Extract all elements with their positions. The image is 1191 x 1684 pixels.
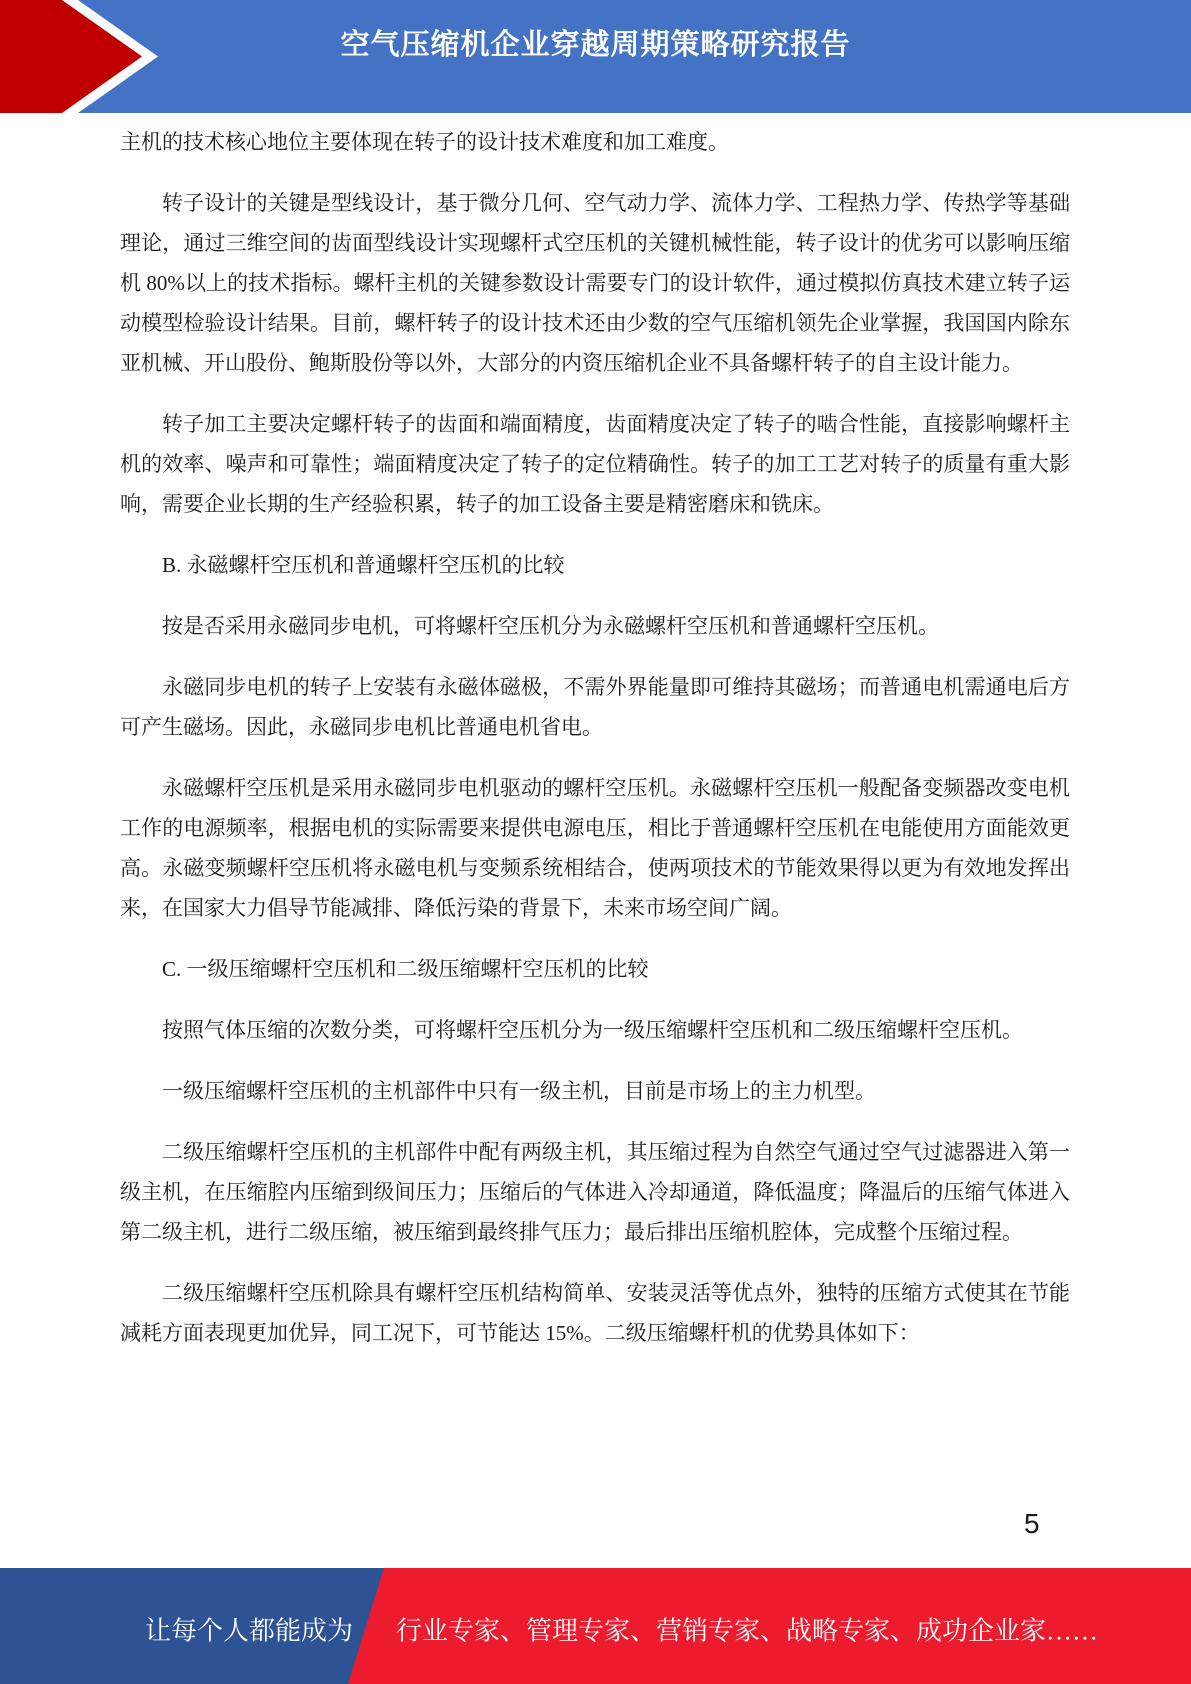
page-footer: [0, 1568, 1191, 1684]
footer-slogan-left: 让每个人都能成为: [145, 1616, 354, 1646]
page-header: [0, 0, 1191, 113]
paragraph: C. 一级压缩螺杆空压机和二级压缩螺杆空压机的比较: [162, 957, 649, 981]
paragraph: 转子加工主要决定螺杆转子的齿面和端面精度，齿面精度决定了转子的啮合性能，直接影响螺杆主机的效率、噪声和可靠性；端面精度决定了转子的定位精确性。转子的加工工艺对转子的质量有重大影响，需要企业长期的生产经验积累，转子的加工设备主要是精密磨床和铣床。: [120, 412, 1070, 516]
paragraph: 主机的技术核心地位主要体现在转子的设计技术难度和加工难度。: [120, 130, 729, 154]
paragraph: 二级压缩螺杆空压机除具有螺杆空压机结构简单、安装灵活等优点外，独特的压缩方式使其在节能减耗方面表现更加优异，同工况下，可节能达 15%。二级压缩螺杆机的优势具体如下：: [120, 1281, 1070, 1345]
footer-slogan-right: 行业专家、管理专家、营销专家、战略专家、成功企业家……: [396, 1616, 1099, 1646]
body-text: [120, 122, 1070, 1374]
paragraph: 永磁同步电机的转子上安装有永磁体磁极，不需外界能量即可维持其磁场；而普通电机需通电后方可产生磁场。因此，永磁同步电机比普通电机省电。: [120, 675, 1070, 739]
report-title: 空气压缩机企业穿越周期策略研究报告: [340, 29, 851, 61]
paragraph: B. 永磁螺杆空压机和普通螺杆空压机的比较: [162, 553, 565, 577]
paragraph: 按照气体压缩的次数分类，可将螺杆空压机分为一级压缩螺杆空压机和二级压缩螺杆空压机。: [162, 1018, 1023, 1042]
paragraph: 转子设计的关键是型线设计，基于微分几何、空气动力学、流体力学、工程热力学、传热学等基础理论，通过三维空间的齿面型线设计实现螺杆式空压机的关键机械性能，转子设计的优劣可以影响压缩机 80%以上的技术指标。螺杆主机的关键参数设计需要专门的设计软件，通过模拟仿真技术建立转子运动模型检验设计结果。目前，螺杆转子的设计技术还由少数的空气压缩机领先企业掌握，我国国内除东亚机械、开山股份、鲍斯股份等以外，大部分的内资压缩机企业不具备螺杆转子的自主设计能力。: [120, 191, 1070, 375]
paragraph: 二级压缩螺杆空压机的主机部件中配有两级主机，其压缩过程为自然空气通过空气过滤器进入第一级主机，在压缩腔内压缩到级间压力；压缩后的气体进入冷却通道，降低温度；降温后的压缩气体进入第二级主机，进行二级压缩，被压缩到最终排气压力；最后排出压缩机腔体，完成整个压缩过程。: [120, 1140, 1070, 1244]
paragraph: 一级压缩螺杆空压机的主机部件中只有一级主机，目前是市场上的主力机型。: [162, 1079, 876, 1103]
paragraph: 按是否采用永磁同步电机，可将螺杆空压机分为永磁螺杆空压机和普通螺杆空压机。: [162, 614, 939, 638]
paragraph: 永磁螺杆空压机是采用永磁同步电机驱动的螺杆空压机。永磁螺杆空压机一般配备变频器改变电机工作的电源频率，根据电机的实际需要来提供电源电压，相比于普通螺杆空压机在电能使用方面能效更高。永磁变频螺杆空压机将永磁电机与变频系统相结合，使两项技术的节能效果得以更为有效地发挥出来，在国家大力倡导节能减排、降低污染的背景下，未来市场空间广阔。: [120, 776, 1070, 920]
page-number: 5: [1024, 1508, 1040, 1539]
